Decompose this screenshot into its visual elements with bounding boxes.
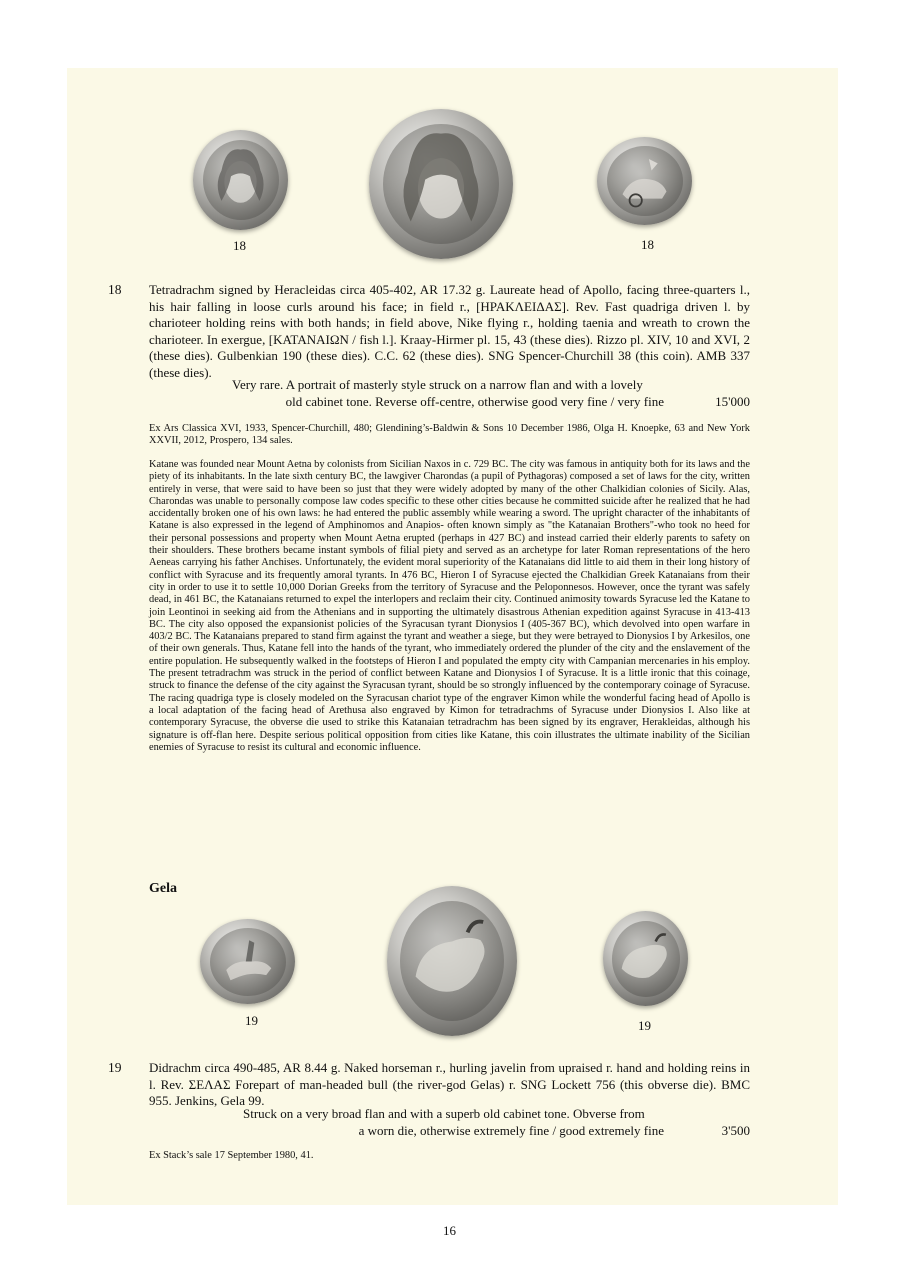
section-heading-gela: Gela: [149, 881, 177, 896]
figure-label-18-left: 18: [233, 238, 246, 253]
lot-number-19: 19: [108, 1060, 122, 1075]
figure-label-18-right: 18: [641, 237, 654, 252]
apollo-head-icon: [193, 130, 288, 230]
figure-label-19-left: 19: [245, 1013, 258, 1028]
lot-19-grade-line-1: Struck on a very broad flan and with a superb old cabinet tone. Obverse from: [243, 1106, 645, 1121]
lot-19-estimate: 3'500: [721, 1123, 750, 1138]
lot-18-estimate: 15'000: [715, 394, 750, 409]
man-headed-bull-large-icon: [387, 886, 517, 1036]
coin-19-reverse-large: [387, 886, 517, 1036]
coin-19-obverse: [200, 919, 295, 1004]
figure-label-19-right: 19: [638, 1018, 651, 1033]
lot-18-note: Katane was founded near Mount Aetna by colonists from Sicilian Naxos in c. 729 BC. The city was famous in antiquity both for its laws and the piety of its inhabitants. In the late sixth century BC, the lawgiver Charondas (a pupil of Pythagoras) composed a set of laws for the city, written entirely in verse, that were said to have been so just that they were widely adopted by many of the other Chalkidian colonies of Sicily. Alas, Charondas was unable to personally compose law codes specific to these other cities because he committed suicide after he realized that he had accidentally broken one of his own laws: he had entered the public assembly while wearing a sword. The upright character of the inhabitants of Katane is also expressed in the legend of Amphinomos and Anapios- often known simply as "the Katanaian Brothers"-who took no heed for their personal possessions and property when Mount Aetna erupted (perhaps in 427 BC) and instead carried their elderly parents to safety on their shoulders. These brothers became instant symbols of filial piety and served as an archetype for later Roman representations of the hero Aeneas carrying his father Anchises. Unfortunately, the evident moral superiority of the Katanaians did little to aid them in their long history of conflict with Syracuse and its frequently amoral tyrants. In 476 BC, Hieron I of Syracuse ejected the Chalkidian Greek Katanaians from their city in order to use it to settle 10,000 Dorian Greeks from the territory of Syracuse and the Peloponnesos. However, once the tyrant was safely dead, in 461 BC, the Katanaians returned to expel the interlopers and reclaim their city. Continued animosity towards Syracuse led the Katane to join Leontinoi in seeking aid from the Athenians and in supporting the ultimately disastrous Athenian expedition against Syracuse in 413-413 BC. The city also opposed the expansionist policies of the Syracusan tyrant Dionysios I (405-367 BC), which devolved into open warfare in 403/2 BC. The Katanaians prepared to stand firm against the tyrant and weather a siege, but they were betrayed to Dionysios I by Arkesilos, one of their own generals. Thus, Katane fell into the hands of the tyrant, who immediately ordered the plunder of the city and the enslavement of the entire population. He subsequently walked in the footsteps of Hieron I and populated the empty city with Campanian mercenaries in his employ. The present tetradrachm was struck in the period of conflict between Katane and Dionysios I of Syracuse. It is a little ironic that this coinage, struck to finance the defense of the city against the Syracusan tyrant, should be so strongly influenced by the contemporary coinage of Syracuse. The racing quadriga type is closely modeled on the Syracusan chariot type of the engraver Kimon while the wonderful facing head of Apollo is a local adaptation of the facing head of Arethusa also engraved by Kimon for tetradrachms of Syracuse under Dionysios I. Also like at contemporary Syracuse, the obverse die used to strike this Katanaian tetradrachm has been signed by its engraver, Herakleidas, although his signature is off-flan here. Despite serious political opposition from cities like Katane, this coin illustrates the ultimate inability of the Sicilian enemies of Syracuse to resist its cultural and economic influence.: [149, 459, 750, 753]
lot-number-18: 18: [108, 282, 122, 297]
lot-18-grade-line-1: Very rare. A portrait of masterly style struck on a narrow flan and with a lovely: [232, 377, 643, 392]
apollo-head-large-icon: [369, 109, 513, 259]
lot-19-grade-line-2: a worn die, otherwise extremely fine / good extremely fine: [358, 1123, 664, 1138]
lot-19-provenance: Ex Stack’s sale 17 September 1980, 41.: [149, 1150, 314, 1161]
coin-18-obverse-large: [369, 109, 513, 259]
lot-18-provenance: Ex Ars Classica XVI, 1933, Spencer-Churchill, 480; Glendining’s-Baldwin & Sons 10 December 1986, Olga H. Knoepke, 63 and New York XXVII, 2012, Prospero, 134 sales.: [149, 423, 750, 447]
quadriga-icon: [597, 137, 692, 225]
page-number: 16: [443, 1223, 456, 1238]
coin-18-obverse-small: [193, 130, 288, 230]
lot-18-grade-line-2: old cabinet tone. Reverse off-centre, otherwise good very fine / very fine: [285, 394, 664, 409]
coin-19-reverse: [603, 911, 688, 1006]
coin-18-reverse: [597, 137, 692, 225]
lot-19-description: Didrachm circa 490-485, AR 8.44 g. Naked horseman r., hurling javelin from upraised r. hand and holding reins in l. Rev. ΣΕΛΑΣ Forepart of man-headed bull (the river-god Gelas) r. SNG Lockett 756 (this obverse die). BMC 955. Jenkins, Gela 99.: [149, 1060, 750, 1108]
lot-18-description: Tetradrachm signed by Heracleidas circa 405-402, AR 17.32 g. Laureate head of Apollo, facing three-quarters l., his hair falling in loose curls around his face; in field r., [ΗΡΑΚΛΕΙΔΑΣ]. Rev. Fast quadriga driven l. by charioteer holding reins with both hands; in field above, Nike flying r., holding taenia and wreath to crown the charioteer. In exergue, [ΚΑΤΑΝΑΙΩΝ / fish l.]. Kraay-Hirmer pl. 15, 43 (these dies). Rizzo pl. XIV, 10 and XVI, 2 (these dies). Gulbenkian 190 (these dies). C.C. 62 (these dies). SNG Spencer-Churchill 38 (this coin). AMB 337 (these dies).: [149, 282, 750, 380]
horseman-icon: [200, 919, 295, 1004]
man-headed-bull-icon: [603, 911, 688, 1006]
